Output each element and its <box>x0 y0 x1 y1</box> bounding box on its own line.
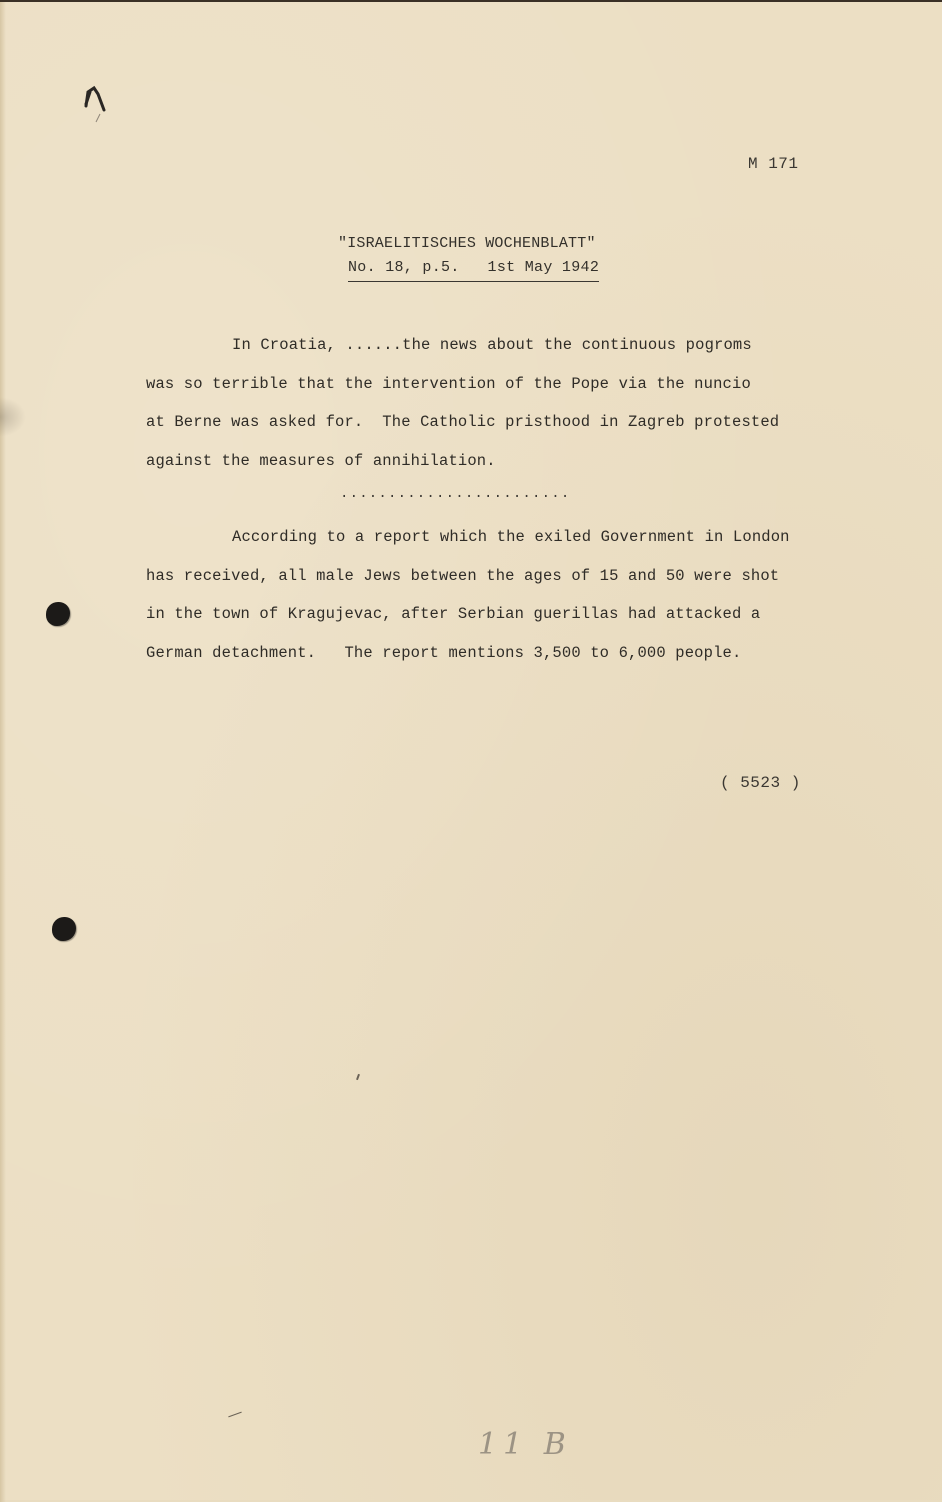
punch-hole-top <box>46 602 70 626</box>
text-line: According to a report which the exiled Government in London <box>232 528 790 546</box>
ink-speck <box>228 1412 241 1418</box>
handwritten-note: 11 B <box>478 1427 572 1462</box>
text-line: was so terrible that the intervention of the Pope via the nuncio <box>146 374 751 393</box>
punch-hole-bottom <box>52 917 76 941</box>
document-heading <box>338 232 599 282</box>
text-line: in the town of Kragujevac, after Serbian guerillas had attacked a <box>146 605 761 623</box>
text-line: at Berne was asked for. The Catholic pristhood in Zagreb protested <box>146 413 780 431</box>
paragraph-croatia <box>146 326 806 480</box>
text-line: In Croatia, ......the news about the continuous pogroms <box>232 336 752 354</box>
document-reference: M 171 <box>748 155 799 173</box>
dotted-separator: ........................ <box>340 486 571 502</box>
paragraph-kragujevac <box>146 518 806 672</box>
document-number: ( 5523 ) <box>720 774 801 792</box>
publication-title: "ISRAELITISCHES WOCHENBLATT" <box>338 235 596 252</box>
publication-citation: No. 18, p.5. 1st May 1942 <box>348 256 599 282</box>
text-line: has received, all male Jews between the ages of 15 and 50 were shot <box>146 566 780 585</box>
text-line: against the measures of annihilation. <box>146 451 496 470</box>
ink-speck <box>356 1074 360 1080</box>
edge-smudge <box>0 397 26 437</box>
page-edge <box>0 2 6 1502</box>
text-line: German detachment. The report mentions 3,500 to 6,000 people. <box>146 643 742 662</box>
corner-ink-mark-icon <box>80 80 108 124</box>
